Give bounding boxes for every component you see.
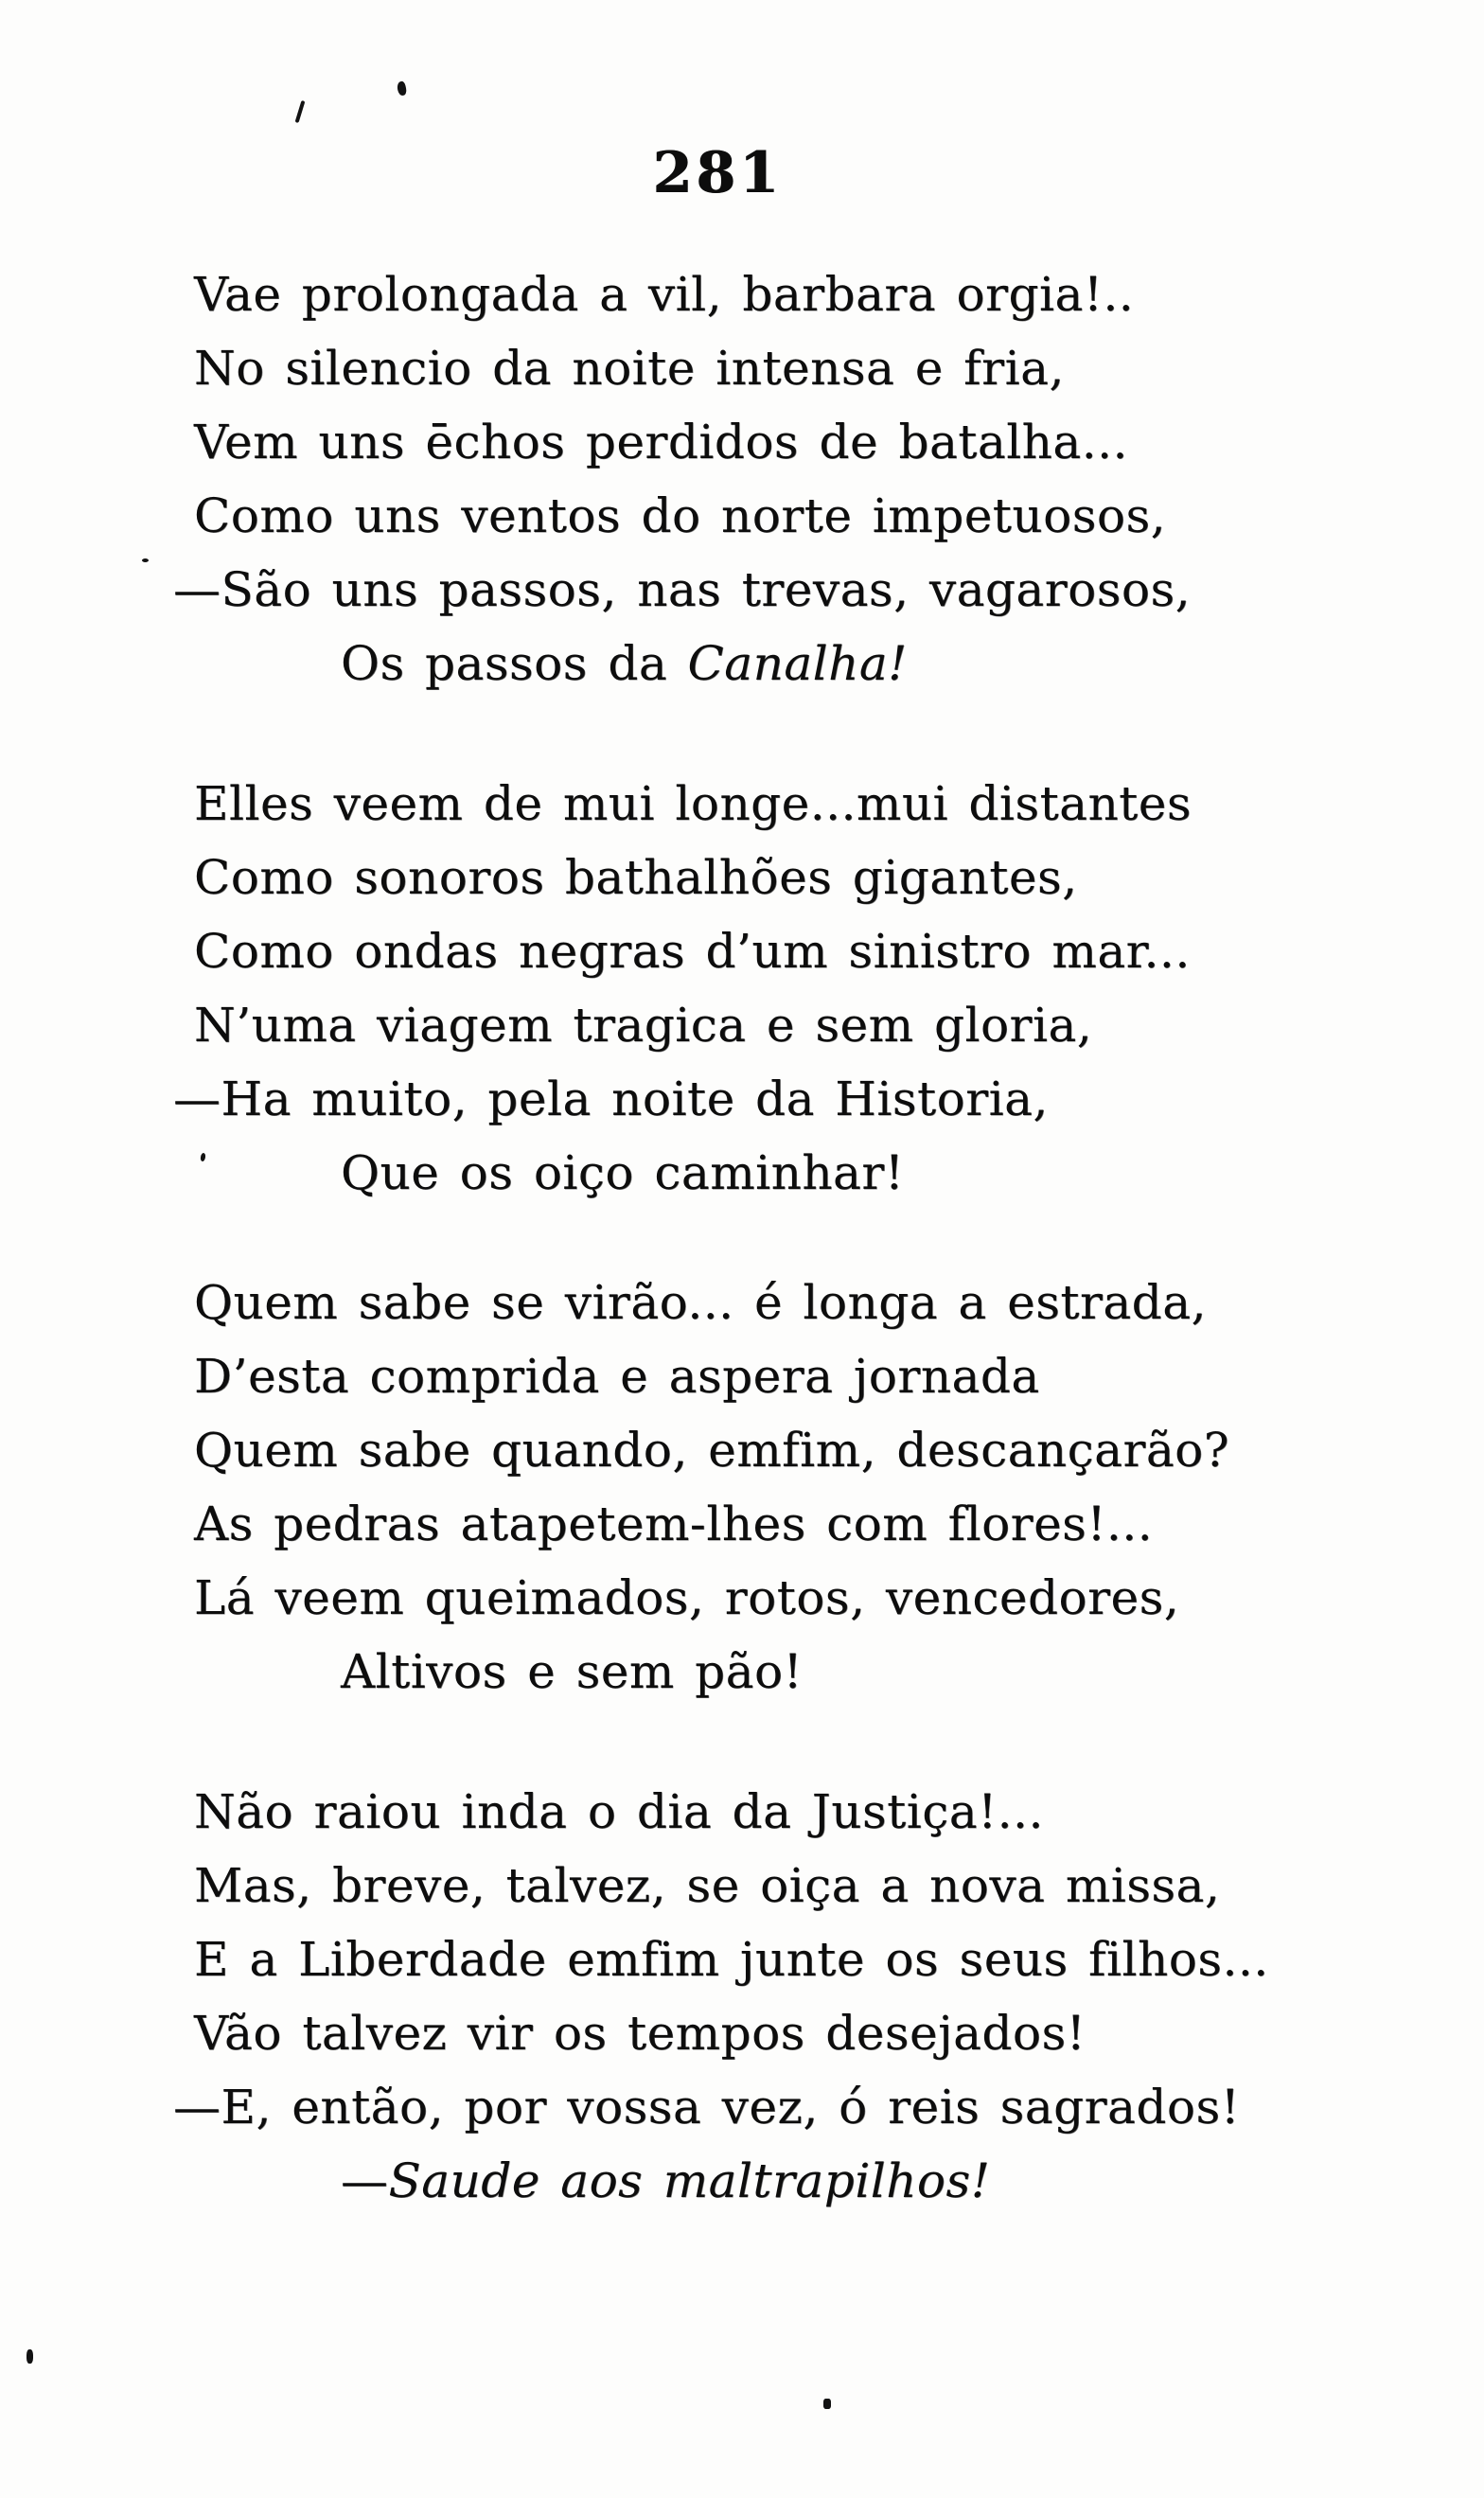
poem-line: Quem sabe quando, emfim, descançarão?: [194, 1423, 1230, 1478]
poem-line-italic-text: Saude aos maltrapilhos!: [388, 2153, 991, 2208]
scan-speck: [142, 558, 149, 562]
poem-line: Como ondas negras d’um sinistro mar...: [194, 924, 1191, 979]
poem-line: Não raiou inda o dia da Justiça!...: [194, 1784, 1044, 1839]
poem-line: Elles veem de mui longe...mui distantes: [194, 776, 1192, 831]
poem-line: [194, 627, 1191, 700]
poem-line: —Ha muito, pela noite da Historia,: [173, 1072, 1049, 1126]
poem-line-italic-text: Canalha!: [687, 636, 908, 691]
stanza: [194, 1266, 1229, 1709]
poem-line: As pedras atapetem-lhes com flores!...: [194, 1497, 1154, 1551]
poem-line: D’esta comprida e aspera jornada: [194, 1349, 1040, 1404]
poem-line: No silencio da noite intensa e fria,: [194, 341, 1065, 396]
poem-line-text: —: [341, 2153, 389, 2208]
scan-speck: [26, 2349, 33, 2364]
stanza: [173, 257, 1192, 700]
page-number: 281: [652, 140, 783, 206]
stanza: [173, 1775, 1269, 2218]
poem-line: —São uns passos, nas trevas, vagarosos,: [173, 562, 1192, 617]
poem-line-text: Os passos da: [341, 636, 688, 691]
poem-line: Mas, breve, talvez, se oiça a nova missa,: [194, 1858, 1221, 1913]
poem-line: Quem sabe se virão... é longa a estrada,: [194, 1275, 1207, 1330]
poem-line: Vão talvez vir os tempos desejados!: [194, 2006, 1086, 2061]
scan-speck: [397, 80, 408, 97]
poem-line: Vae prolongada a vil, barbara orgia!..: [194, 267, 1135, 322]
poem-line: Como uns ventos do norte impetuosos,: [194, 488, 1167, 543]
scan-speck: [295, 100, 306, 123]
stanza: [173, 767, 1192, 1210]
poem-line: Como sonoros bathalhões gigantes,: [194, 850, 1078, 905]
poem-line: E a Liberdade emfim junte os seus filhos...: [194, 1932, 1269, 1987]
poem-line: Lá veem queimados, rotos, vencedores,: [194, 1570, 1180, 1625]
poem-line: [194, 2144, 1269, 2218]
poem-line: —E, então, por vossa vez, ó reis sagrados!: [173, 2080, 1241, 2135]
scan-speck: [823, 2399, 831, 2409]
poem-line: N’uma viagem tragica e sem gloria,: [194, 998, 1093, 1053]
poem-line: Altivos e sem pão!: [341, 1644, 804, 1699]
poem-line: Que os oiço caminhar!: [341, 1145, 905, 1200]
poem-line: Vem uns ēchos perdidos de batalha...: [194, 415, 1128, 469]
